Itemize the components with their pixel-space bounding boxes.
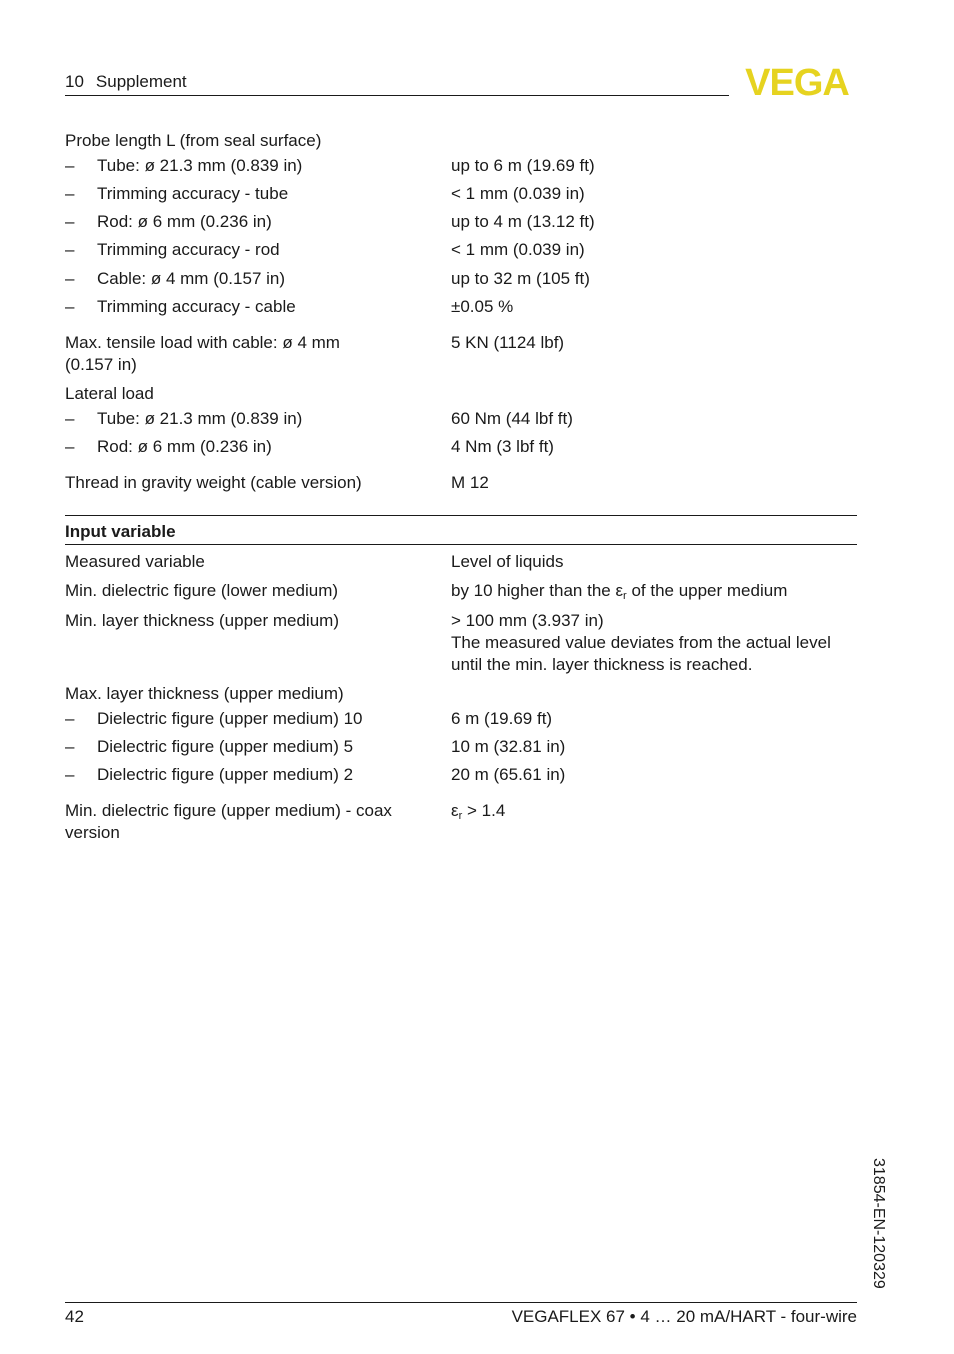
spec-value: 6 m (19.69 ft)	[451, 709, 553, 728]
product-name: VEGAFLEX 67 • 4 … 20 mA/HART - four-wire	[511, 1307, 857, 1326]
spec-value: ±0.05 %	[451, 297, 514, 316]
section-divider-bottom	[65, 544, 857, 545]
spec-label: – Trimming accuracy - rod	[65, 240, 280, 259]
spec-value: 60 Nm (44 lbf ft)	[451, 409, 573, 428]
spec-value: Level of liquids	[451, 552, 564, 571]
spec-value: $\varepsilon_r > 1.4$	[451, 801, 506, 822]
spec-label: Max. tensile load with cable: ø 4 mm (0.157 in)	[65, 333, 340, 374]
spec-value: by 10 higher than the $\varepsilon_r$ of the upper medium	[451, 581, 788, 602]
spec-value: > 100 mm (3.937 in) The measured value deviates from the actual level until the min. layer thickness is reached.	[451, 611, 831, 674]
spec-label: – Tube: ø 21.3 mm (0.839 in)	[65, 156, 303, 175]
page-number: 42	[65, 1307, 84, 1326]
spec-label: Lateral load	[65, 384, 154, 403]
spec-value: 5 KN (1124 lbf)	[451, 333, 565, 352]
spec-label: – Dielectric figure (upper medium) 2	[65, 765, 354, 784]
spec-value: 20 m (65.61 in)	[451, 765, 566, 784]
header-divider	[65, 95, 729, 96]
spec-label: Min. dielectric figure (lower medium)	[65, 581, 339, 600]
spec-label: – Rod: ø 6 mm (0.236 in)	[65, 437, 272, 456]
spec-value: up to 4 m (13.12 ft)	[451, 212, 595, 231]
spec-label: Max. layer thickness (upper medium)	[65, 684, 344, 703]
spec-value: < 1 mm (0.039 in)	[451, 240, 585, 259]
spec-value: < 1 mm (0.039 in)	[451, 184, 585, 203]
document-id: 31854-EN-120329	[870, 1158, 887, 1289]
spec-value: up to 32 m (105 ft)	[451, 269, 590, 288]
section-heading: Input variable	[65, 522, 176, 541]
spec-value: up to 6 m (19.69 ft)	[451, 156, 595, 175]
spec-label: – Trimming accuracy - tube	[65, 184, 289, 203]
spec-label: – Trimming accuracy - cable	[65, 297, 296, 316]
spec-value: 4 Nm (3 lbf ft)	[451, 437, 554, 456]
header-section	[65, 72, 187, 92]
spec-label: Measured variable	[65, 552, 205, 571]
footer-divider	[65, 1302, 857, 1303]
section-number: 10	[65, 72, 84, 91]
section-title: Supplement	[95, 72, 187, 91]
spec-value: M 12	[451, 473, 489, 492]
spec-label: – Dielectric figure (upper medium) 5	[65, 737, 354, 756]
vega-logo	[735, 64, 859, 100]
spec-label: – Rod: ø 6 mm (0.236 in)	[65, 212, 272, 231]
spec-label: – Dielectric figure (upper medium) 10	[65, 709, 363, 728]
spec-value: 10 m (32.81 in)	[451, 737, 566, 756]
spec-label: Probe length L (from seal surface)	[65, 131, 322, 150]
spec-label: Min. layer thickness (upper medium)	[65, 611, 339, 630]
svg-text:VEGA: VEGA	[745, 64, 849, 100]
spec-label: Min. dielectric figure (upper medium) - coax version	[65, 801, 392, 842]
spec-label: – Cable: ø 4 mm (0.157 in)	[65, 269, 286, 288]
section-divider-top	[65, 515, 857, 516]
spec-label: – Tube: ø 21.3 mm (0.839 in)	[65, 409, 303, 428]
spec-label: Thread in gravity weight (cable version)	[65, 473, 362, 492]
